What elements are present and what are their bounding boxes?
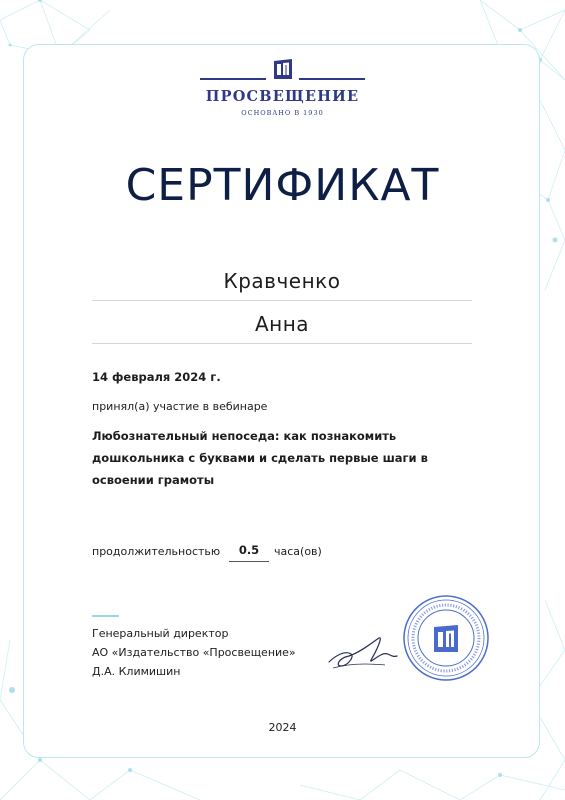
signatory-name: Д.А. Климишин [92,665,181,678]
recipient-first-name: Анна [254,312,310,336]
logo-left-rule [200,78,266,80]
first-name-underline [92,343,472,344]
certificate-date: 14 февраля 2024 г. [92,370,221,384]
handwritten-signature [325,630,405,675]
webinar-title: Любознательный непоседа: как познакомить дошкольника с буквами и сделать первые шаги в освоении грамоты [92,429,428,487]
duration-label: продолжительностью [92,545,221,558]
logo-right-rule [299,78,365,80]
footer-year: 2024 [268,721,297,734]
publisher-brand: ПРОСВЕЩЕНИЕ [205,88,360,105]
accent-dash [92,615,119,617]
last-name-underline [92,300,472,301]
recipient-last-name: Кравченко [223,269,341,293]
publisher-tagline: ОСНОВАНО В 1930 [241,109,324,117]
duration-unit: часа(ов) [274,545,322,558]
signatory-organization: АО «Издательство «Просвещение» [92,646,296,659]
participation-text: принял(а) участие в вебинаре [92,400,268,413]
certificate-title: СЕРТИФИКАТ [125,160,440,211]
duration-value: 0.5 [229,543,269,562]
official-seal-stamp [402,594,490,682]
publisher-emblem-icon [272,58,294,80]
publisher-logo [200,58,365,120]
signatory-position: Генеральный директор [92,627,229,640]
